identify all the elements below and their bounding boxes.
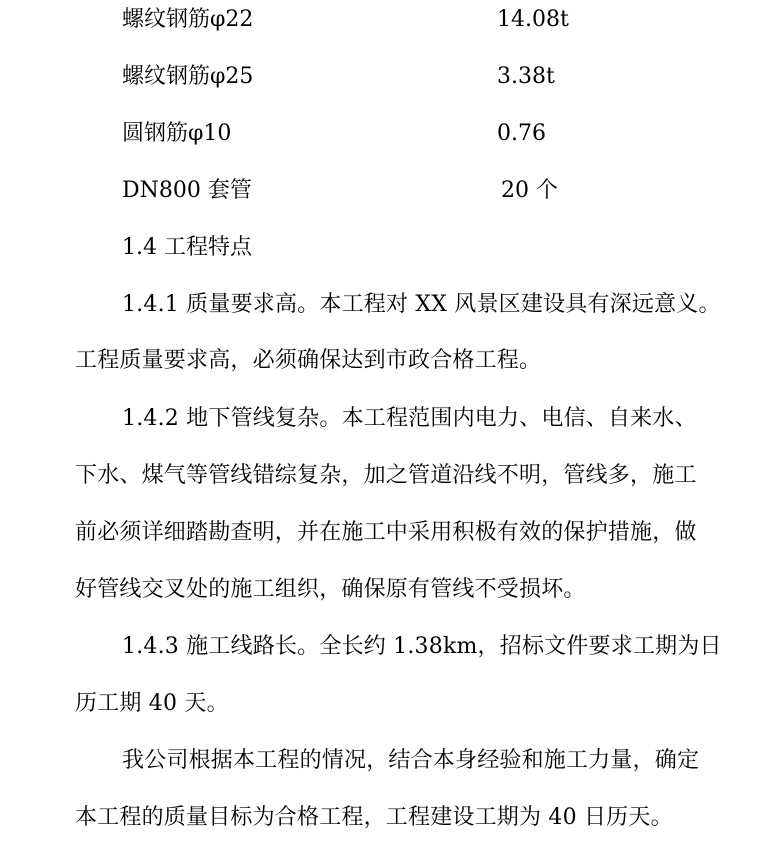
material-quantity: 0.76	[497, 121, 546, 146]
paragraph-line: 历工期 40 天。	[75, 691, 229, 716]
paragraph-line: 我公司根据本工程的情况，结合本身经验和施工力量，确定	[122, 748, 700, 773]
material-quantity: 14.08t	[497, 7, 569, 32]
paragraph-line: 前必须详细踏勘查明，并在施工中采用积极有效的保护措施，做	[75, 520, 697, 545]
paragraph-line: 1.4.1 质量要求高。本工程对 XX 风景区建设具有深远意义。	[122, 292, 721, 317]
material-name: DN800 套管	[122, 178, 252, 203]
paragraph-line: 1.4.2 地下管线复杂。本工程范围内电力、电信、自来水、	[122, 406, 697, 431]
paragraph-line: 1.4.3 施工线路长。全长约 1.38km，招标文件要求工期为日	[122, 634, 722, 659]
section-heading: 1.4 工程特点	[122, 235, 252, 260]
material-quantity: 3.38t	[497, 64, 555, 89]
paragraph-line: 本工程的质量目标为合格工程，工程建设工期为 40 日历天。	[75, 805, 673, 830]
material-name: 螺纹钢筋φ22	[122, 7, 254, 32]
paragraph-line: 工程质量要求高，必须确保达到市政合格工程。	[75, 348, 542, 373]
paragraph-line: 好管线交叉处的施工组织，确保原有管线不受损坏。	[75, 577, 586, 602]
material-name: 螺纹钢筋φ25	[122, 64, 254, 89]
paragraph-line: 下水、煤气等管线错综复杂，加之管道沿线不明，管线多，施工	[75, 463, 697, 488]
material-name: 圆钢筋φ10	[122, 121, 232, 146]
material-quantity: 20 个	[501, 178, 558, 203]
